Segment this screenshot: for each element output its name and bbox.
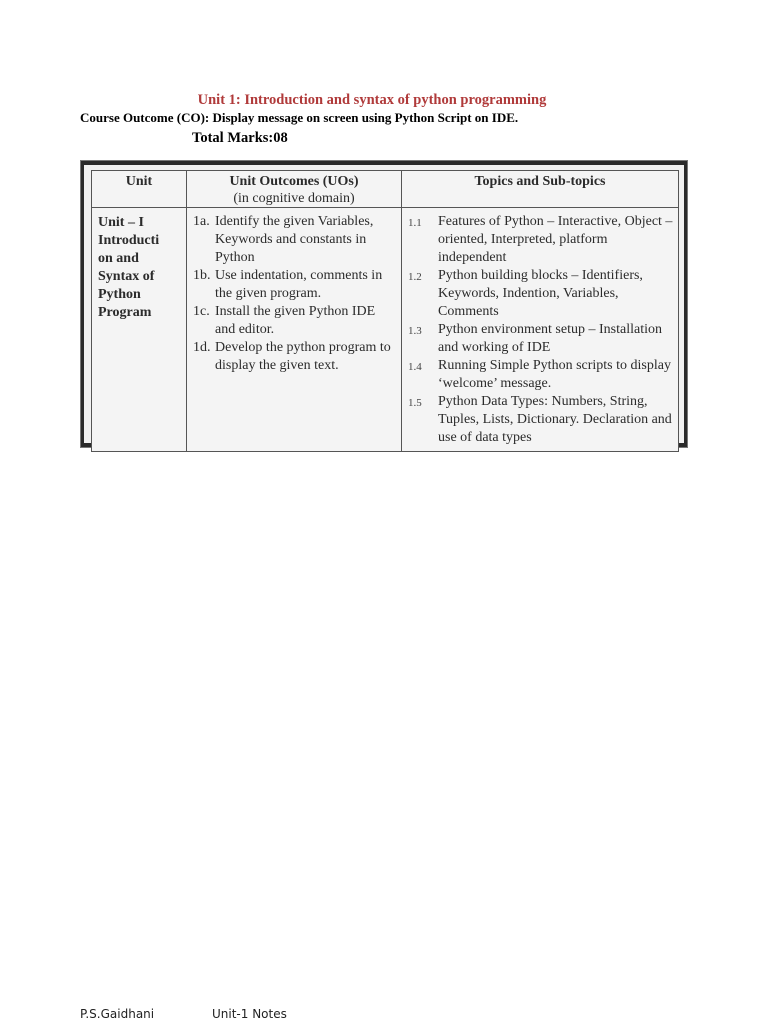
topic-text: Running Simple Python scripts to display ‘welcome’ message. [438,358,671,391]
outcome-number: 1b. [193,268,211,283]
footer-author: P.S.Gaidhani [80,1007,155,1021]
topic-text: Python environment setup – Installation and working of IDE [438,322,662,355]
topic-text: Python Data Types: Numbers, String, Tuples, Lists, Dictionary. Declaration and use of data types [438,394,672,445]
topic-item [408,393,674,447]
outcome-text: Install the given Python IDE and editor. [215,304,376,337]
header-unit-outcomes-label: Unit Outcomes (UOs) [229,174,359,189]
unit-name-line: Syntax of [98,269,155,284]
topic-number: 1.5 [408,397,422,409]
unit-name-line: on and [98,251,139,266]
table-row [92,208,679,452]
topic-number: 1.4 [408,361,422,373]
unit-name-line: Program [98,305,152,320]
topic-number: 1.2 [408,271,422,283]
outcome-text: Develop the python program to display the given text. [215,340,391,373]
topic-item [408,213,674,267]
unit-outcomes-cell [187,208,402,452]
outcome-item [193,213,397,267]
outcome-text: Identify the given Variables, Keywords and constants in Python [215,214,374,265]
outcome-item [193,339,397,375]
topics-cell [402,208,679,452]
unit-name-line: Python [98,287,141,302]
unit-name-cell [92,208,187,452]
outcome-item [193,303,397,339]
outcome-text: Use indentation, comments in the given program. [215,268,383,301]
unit-name-line: Introducti [98,233,160,248]
topic-text: Features of Python – Interactive, Object – oriented, Interpreted, platform independent [438,214,673,265]
course-outcome: Course Outcome (CO): Display message on screen using Python Script on IDE. [80,110,519,125]
topic-number: 1.3 [408,325,422,337]
outcome-item [193,267,397,303]
header-unit-outcomes [187,171,402,208]
outcome-number: 1d. [193,340,211,355]
total-marks: Total Marks:08 [192,130,288,146]
syllabus-table [91,170,679,452]
header-unit: Unit [92,171,187,208]
topic-text: Python building blocks – Identifiers, Keywords, Indention, Variables, Comments [438,268,643,319]
unit-title: Unit 1: Introduction and syntax of python programming [197,92,547,108]
topic-item [408,267,674,321]
syllabus-table-image [80,160,688,448]
outcome-number: 1c. [193,304,210,319]
footer-notes-label: Unit-1 Notes [212,1007,287,1021]
topic-number: 1.1 [408,217,422,229]
topic-item [408,321,674,357]
header-unit-outcomes-sub: (in cognitive domain) [233,191,355,206]
header-topics: Topics and Sub-topics [402,171,679,208]
topic-item [408,357,674,393]
unit-name-line: Unit – I [98,215,144,230]
outcome-number: 1a. [193,214,210,229]
